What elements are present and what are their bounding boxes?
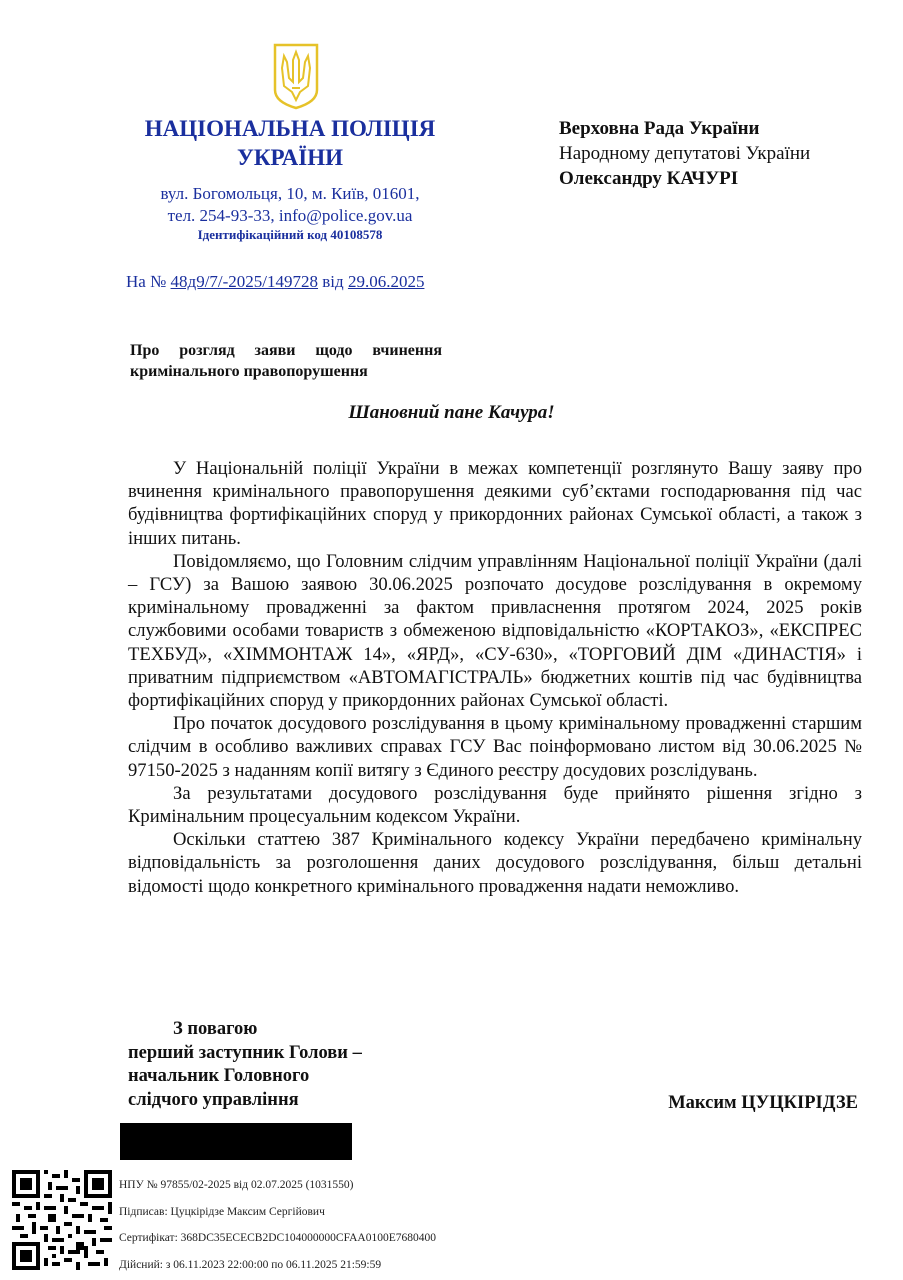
tryzub-emblem-icon bbox=[272, 42, 320, 110]
signer-position-line2: начальник Головного bbox=[128, 1066, 310, 1086]
address-line1: вул. Богомольця, 10, м. Київ, 01601, bbox=[160, 184, 420, 203]
signer-position-line1: перший заступник Голови – bbox=[128, 1042, 362, 1063]
identification-code: Ідентифікаційний код 40108578 bbox=[197, 227, 383, 242]
recipient-line2: Народному депутатові України bbox=[559, 143, 811, 164]
registration-number: НПУ № 97855/02-2025 від 02.07.2025 (1031550) bbox=[119, 1179, 354, 1191]
letter-body bbox=[128, 457, 862, 898]
body-paragraph: У Національній поліції України в межах компетенції розглянуто Вашу заяву про вчинення кримінального правопорушення деякими суб’єктами господарювання під час будівництва фортифікаційних споруд у прикордонних районах Сумської області, а також з інших питань. bbox=[128, 458, 862, 549]
letter-subject: Про розгляд заяви щодо вчинення кримінального правопорушення bbox=[130, 342, 442, 380]
electronic-signature-info bbox=[119, 1172, 436, 1278]
closing-block bbox=[128, 1018, 362, 1112]
signer-name: Максим ЦУЦКІРІДЗЕ bbox=[668, 1093, 858, 1113]
qr-code-icon bbox=[12, 1170, 112, 1270]
recipient-line3: Олександру КАЧУРІ bbox=[559, 168, 739, 189]
organization-name-line1: НАЦІОНАЛЬНА ПОЛІЦІЯ bbox=[144, 116, 436, 141]
organization-name bbox=[100, 114, 480, 172]
reference-prefix: На № bbox=[126, 272, 167, 291]
reference-date: 29.06.2025 bbox=[347, 272, 425, 291]
letter-greeting: Шановний пане Качура! bbox=[348, 402, 555, 423]
body-paragraph: Повідомляємо, що Головним слідчим управлінням Національної поліції України (далі – ГСУ) за Вашою заявою 30.06.2025 розпочато досудове розслідування в окремому кримінальному провадженні за фактом привласнення протягом 2024, 2025 років службовими особами товариств з обмеженою відповідальністю «КОРТАКОЗ», «ЕКСПРЕС ТЕХБУД», «ХІММОНТАЖ 14», «ЯРД», «СУ-630», «ТОРГОВИЙ ДІМ «ДИНАСТІЯ» і приватним підприємством «АВТОМАГІСТРАЛЬ» бюджетних коштів під час будівництва фортифікаційних споруд у прикордонних районах Сумської області. bbox=[128, 550, 862, 712]
closing-salutation: З повагою bbox=[173, 1019, 258, 1039]
recipient-block bbox=[559, 116, 810, 191]
certificate-validity: Дійсний: з 06.11.2023 22:00:00 по 06.11.2025 21:59:59 bbox=[119, 1258, 382, 1271]
recipient-line1: Верховна Рада України bbox=[559, 118, 760, 139]
certificate-number: Сертифікат: 368DC35ECECB2DC104000000CFAA0100E7680400 bbox=[119, 1232, 437, 1244]
organization-name-line2: УКРАЇНИ bbox=[236, 145, 343, 170]
organization-address bbox=[100, 183, 480, 227]
address-line2: тел. 254-93-33, info@police.gov.ua bbox=[167, 206, 413, 225]
signer-position-line3: слідчого управління bbox=[128, 1089, 299, 1110]
reference-from: від bbox=[322, 272, 344, 291]
body-paragraph: Про початок досудового розслідування в цьому кримінальному провадженні старшим слідчим в особливо важливих справах ГСУ Вас поінформовано листом від 30.06.2025 № 97150-2025 з наданням копії витягу з Єдиного реєстру досудових розслідувань. bbox=[128, 713, 862, 781]
body-paragraph: За результатами досудового розслідування буде прийнято рішення згідно з Кримінальним процесуальним кодексом України. bbox=[128, 782, 862, 828]
reference-line bbox=[126, 272, 424, 292]
body-paragraph: Оскільки статтею 387 Кримінального кодексу України передбачено кримінальну відповідальність за розголошення даних досудового розслідування, більш детальні відомості щодо конкретного кримінального провадження надати неможливо. bbox=[128, 829, 862, 897]
reference-number: 48д9/7/-2025/149728 bbox=[170, 272, 319, 291]
signed-by: Підписав: Цуцкірідзе Максим Сергійович bbox=[119, 1205, 325, 1218]
redaction-box bbox=[120, 1123, 352, 1160]
